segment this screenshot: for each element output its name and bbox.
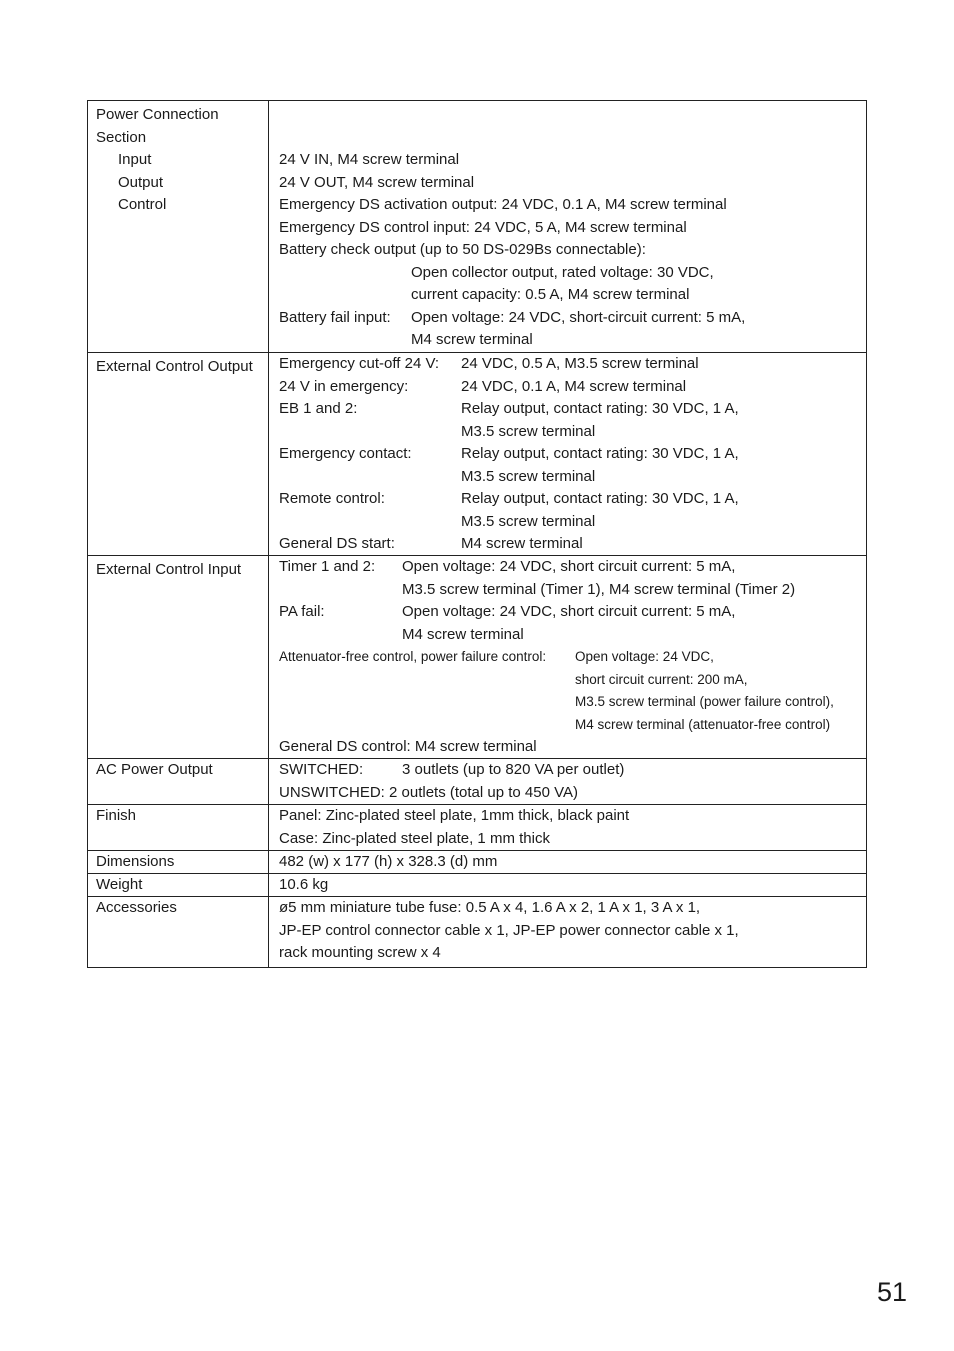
page-number: 51 <box>877 1277 908 1307</box>
spec-text: M3.5 screw terminal <box>461 512 596 530</box>
label-cell <box>88 897 269 967</box>
label-cell <box>88 874 269 896</box>
row-label: Section <box>96 128 147 146</box>
spec-text: Emergency DS control input: 24 VDC, 5 A, M4 screw terminal <box>279 218 687 236</box>
row-label: External Control Output <box>96 358 253 375</box>
spec-key: PA fail: <box>279 603 325 620</box>
spec-text-line <box>279 421 866 444</box>
label-cell <box>88 851 269 873</box>
spec-key: Emergency contact: <box>279 445 412 462</box>
sub-label-output: Output <box>118 173 164 191</box>
spec-text: M3.5 screw terminal <box>461 422 596 440</box>
spec-text-line <box>279 398 866 421</box>
row-ac-power-output <box>88 758 866 804</box>
spec-text: 10.6 kg <box>279 876 329 893</box>
spec-text-line <box>279 691 866 714</box>
spec-text: rack mounting screw x 4 <box>279 944 441 961</box>
spec-key: General DS start: <box>279 535 395 552</box>
spec-text: M3.5 screw terminal (Timer 1), M4 screw terminal (Timer 2) <box>402 580 796 598</box>
spec-text: Case: Zinc-plated steel plate, 1 mm thick <box>279 829 550 847</box>
spec-text-line <box>279 466 866 489</box>
spec-text: 482 (w) x 177 (h) x 328.3 (d) mm <box>279 853 498 870</box>
spec-key: EB 1 and 2: <box>279 400 358 417</box>
spec-text-line <box>279 714 866 737</box>
sub-label-input: Input <box>118 151 152 168</box>
spec-text: JP-EP control connector cable x 1, JP-EP power connector cable x 1, <box>279 921 739 939</box>
spec-key: SWITCHED: <box>279 761 364 778</box>
spec-text: Open voltage: 24 VDC, <box>575 649 714 664</box>
spec-text: M4 screw terminal <box>402 625 524 643</box>
label-cell <box>88 353 269 555</box>
spec-text: 3 outlets (up to 820 VA per outlet) <box>402 761 625 778</box>
spec-text: Open collector output, rated voltage: 30 VDC, <box>411 263 714 281</box>
row-power-connection <box>88 101 866 352</box>
spec-text: 24 VDC, 0.1 A, M4 screw terminal <box>461 377 687 395</box>
spec-text-line <box>279 443 866 466</box>
spec-text-line <box>279 262 866 285</box>
spec-text: current capacity: 0.5 A, M4 screw terminal <box>411 286 690 303</box>
value-cell <box>269 874 866 896</box>
spec-text: 24 V IN, M4 screw terminal <box>279 151 460 168</box>
value-cell <box>269 556 866 758</box>
spec-text-line <box>279 511 866 534</box>
spec-text: Emergency DS activation output: 24 VDC, 0.1 A, M4 screw terminal <box>279 196 727 213</box>
spec-text-line <box>279 759 866 782</box>
row-accessories <box>88 896 866 967</box>
spec-text-line <box>279 601 866 624</box>
value-cell <box>269 101 866 352</box>
spec-text: Panel: Zinc-plated steel plate, 1mm thick, black paint <box>279 807 630 824</box>
spec-key: Emergency cut-off 24 V: <box>279 355 440 372</box>
spec-text: Relay output, contact rating: 30 VDC, 1 A, <box>461 490 739 507</box>
spec-text-line <box>279 669 866 692</box>
spec-key: 24 V in emergency: <box>279 377 409 395</box>
spec-text: Battery check output (up to 50 DS-029Bs connectable): <box>279 241 646 258</box>
spec-text-line <box>279 488 866 511</box>
spec-text-line <box>279 579 866 602</box>
row-external-control-output <box>88 352 866 555</box>
label-cell <box>88 101 269 352</box>
spec-text-line <box>279 353 866 376</box>
spec-table <box>87 100 867 968</box>
label-cell <box>88 805 269 850</box>
spec-text-line <box>279 307 866 330</box>
row-dimensions <box>88 850 866 873</box>
spec-key: Remote control: <box>279 490 385 507</box>
spec-text: M4 screw terminal (attenuator-free control) <box>575 716 831 732</box>
spec-text: Open voltage: 24 VDC, short-circuit current: 5 mA, <box>411 308 746 326</box>
spec-text: Open voltage: 24 VDC, short circuit current: 5 mA, <box>402 558 736 575</box>
sub-label-control: Control <box>118 196 167 213</box>
row-label: Power Connection <box>96 106 219 123</box>
spec-text-line <box>279 556 866 579</box>
spec-key: Battery fail input: <box>279 308 391 326</box>
row-finish <box>88 804 866 850</box>
spec-text: 24 V OUT, M4 screw terminal <box>279 173 475 191</box>
row-weight <box>88 873 866 896</box>
spec-key: Attenuator-free control, power failure control: <box>279 649 547 664</box>
spec-text: Relay output, contact rating: 30 VDC, 1 A, <box>461 400 739 417</box>
value-cell <box>269 353 866 555</box>
spec-text-line <box>279 533 866 556</box>
spec-text-line <box>279 284 866 307</box>
row-external-control-input <box>88 555 866 758</box>
row-label: AC Power Output <box>96 761 213 778</box>
spec-text-line <box>279 329 866 352</box>
spec-text-line <box>279 624 866 647</box>
spec-text-line <box>279 376 866 399</box>
spec-text: M4 screw terminal <box>411 331 533 348</box>
spec-text: M3.5 screw terminal <box>461 467 596 485</box>
spec-text: Relay output, contact rating: 30 VDC, 1 A, <box>461 445 739 462</box>
label-cell <box>88 556 269 758</box>
value-cell <box>269 805 866 850</box>
row-label: Weight <box>96 876 143 893</box>
spec-key: Timer 1 and 2: <box>279 558 376 575</box>
row-label: Finish <box>96 807 137 824</box>
spec-text: 24 VDC, 0.5 A, M3.5 screw terminal <box>461 355 699 372</box>
spec-text: M4 screw terminal <box>461 535 583 552</box>
spec-text: M3.5 screw terminal (power failure control), <box>575 694 834 709</box>
spec-text: UNSWITCHED: 2 outlets (total up to 450 VA) <box>279 783 578 801</box>
row-label: Dimensions <box>96 853 175 870</box>
value-cell <box>269 897 866 967</box>
value-cell <box>269 759 866 804</box>
spec-text: ø5 mm miniature tube fuse: 0.5 A x 4, 1.6 A x 2, 1 A x 1, 3 A x 1, <box>279 899 701 916</box>
spec-text: short circuit current: 200 mA, <box>575 671 748 687</box>
spec-text-line <box>279 646 866 669</box>
label-cell <box>88 759 269 804</box>
row-label: Accessories <box>96 899 177 916</box>
spec-text: Open voltage: 24 VDC, short circuit current: 5 mA, <box>402 603 736 620</box>
value-cell <box>269 851 866 873</box>
spec-text: General DS control: M4 screw terminal <box>279 738 537 755</box>
row-label: External Control Input <box>96 561 242 578</box>
